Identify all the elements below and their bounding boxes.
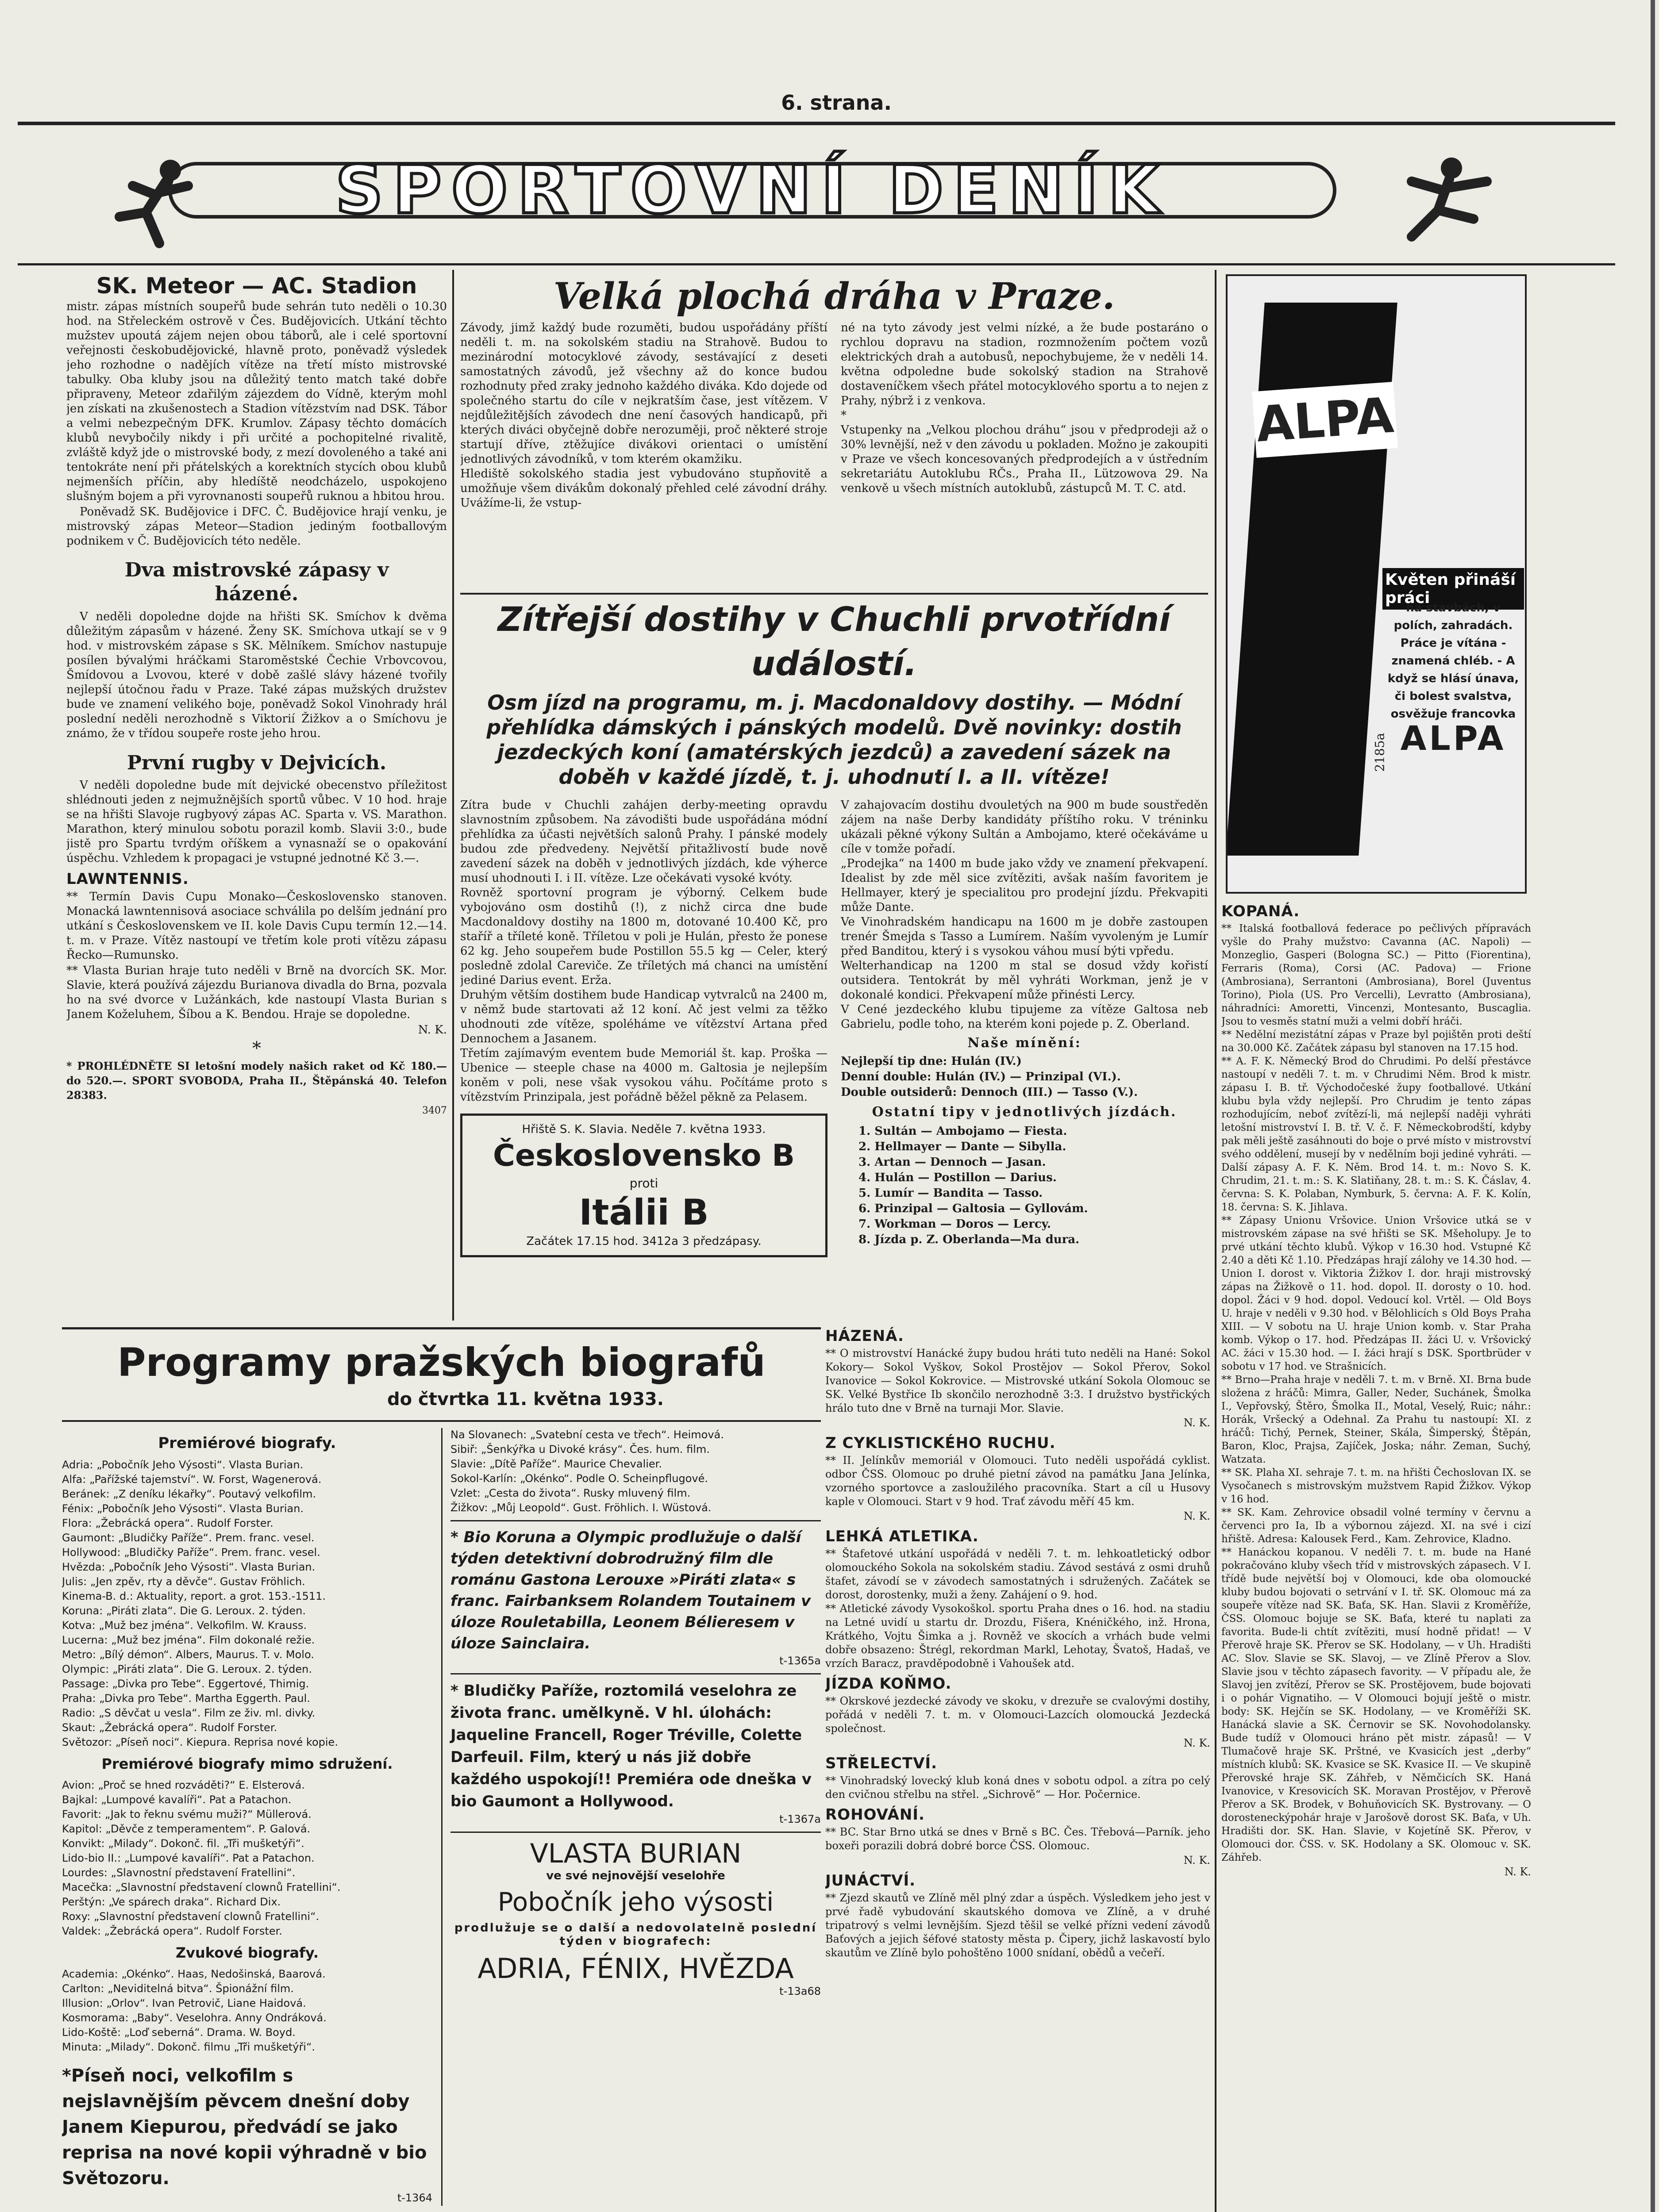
jizda-text: ** Okrskové jezdecké závody ve skoku, v drezuře se cvalovými dostihy, pořádá v neděli 7. t. m. v Olomouci-Lazcích olomoucká Jezdecká společnost. (825, 1695, 1210, 1735)
column-1 (66, 272, 447, 1327)
race-tip-2: 2. Hellmayer — Dante — Sibylla. (858, 1140, 1066, 1153)
strelectvi-text: ** Vinohradský lovecký klub koná dnes v sobotu odpol. a zítra po celý den cvičnou střelbu na střel. „Sichrově“ — Hor. Počernice. (825, 1774, 1210, 1801)
bludicky-ad: * Bludičky Paříže, roztomilá veselohra ze života franc. umělkyně. V hl. úlohách: Jaqueline Francell, Roger Tréville, Colette Darfeuil. Film, který u nás již dobře každého uspokojí!! Premiéra ode dneška v bio Gaumont a Hollywood. (450, 1682, 812, 1810)
vlasta-ad-3: Pobočník jeho výsosti (497, 1887, 774, 1917)
zvuk-5: Minuta: „Milady“. Dokonč. filmu „Tři mušketýři“. (62, 2041, 316, 2053)
meteor-title: SK. Meteor — AC. Stadion (96, 273, 417, 299)
right-5: Žižkov: „Můj Leopold“. Gust. Fröhlich. I. Wüstová. (450, 1502, 712, 1514)
chuchle-title: Zítřejší dostihy v Chuchli prvotřídní událostí. (497, 599, 1171, 683)
mimo-7: Macečka: „Slavnostní představení clownů Fratellini“. (62, 1881, 341, 1893)
tip-3: Double outsiderů: Dennoch (III.) — Tasso (V.). (841, 1086, 1138, 1099)
alpa-ad (1226, 274, 1527, 894)
race-tip-4: 4. Hulán — Postillon — Darius. (858, 1171, 1057, 1184)
chuchle-subtitle: Osm jízd na programu, m. j. Macdonaldovy dostihy. — Módní přehlídka dámských i pánských modelů. Dvě novinky: dostih jezdeckých koní (amatérských jezdců) a zavedení sázek na doběh v každé jízdě, t. j. uhodnutí I. a II. vítěze! (486, 691, 1182, 789)
prem-2: Beránek: „Z deníku lékařky“. Poutavý velkofilm. (62, 1488, 316, 1500)
cyklo-text: ** II. Jelínkův memoriál v Olomouci. Tuto neděli uspořádá cyklist. odbor ČSS. Olomouc po druhé pietní závod na památku Jana Jelínka, vzorného sportovce a zasloužilého pracovníka. Start a cíl u Husovy kaple v Olomouci. Start v 9 hod. Trať závodu měří 45 km. (825, 1454, 1210, 1508)
alpa-code: 2185a (1372, 733, 1387, 772)
right-3: Sokol-Karlín: „Okénko“. Podle O. Scheinpflugové. (450, 1472, 708, 1485)
prem-11: Kotva: „Muž bez jména“. Velkofilm. W. Krauss. (62, 1619, 307, 1632)
dva-title: Dva mistrovské zápasy v házené. (124, 559, 389, 605)
tips-title: Naše mínění: (967, 1035, 1082, 1051)
mimo-6: Lourdes: „Slavnostní představení Fratellini“. (62, 1866, 296, 1879)
mimo-4: Konvikt: „Milady“. Dokonč. fil. „Tři mušketýři“. (62, 1837, 304, 1850)
prem-19: Světozor: „Píseň noci“. Kiepura. Reprisa nové kopie. (62, 1736, 338, 1748)
cyklo-sign: N. K. (1183, 1510, 1210, 1522)
race-tip-7: 7. Workman — Doros — Lercy. (858, 1217, 1051, 1231)
slavia-ad-bottom: Začátek 17.15 hod. 3412a 3 předzápasy. (526, 1235, 762, 1248)
draha-rule (460, 593, 1208, 595)
mimo-9: Roxy: „Slavnostní představení clownů Fratellini“. (62, 1910, 319, 1923)
prem-8: Julis: „Jen zpěv, rty a děvče“. Gustav Fröhlich. (62, 1575, 305, 1588)
mimo-3: Kapitol: „Děvče z temperamentem“. P. Galová. (62, 1823, 311, 1835)
prem-5: Gaumont: „Bludičky Paříže“. Prem. franc. vesel. (62, 1532, 315, 1544)
kopana-title: KOPANÁ. (1221, 902, 1300, 920)
prem-6: Hollywood: „Bludičky Paříže“. Prem. franc. vesel. (62, 1546, 320, 1559)
hazena-sign: N. K. (1183, 1417, 1210, 1429)
right-edge-rule (1651, 0, 1655, 2212)
draha-col2: né na tyto závody jest velmi nízké, a že bude postaráno o rychlou dopravu na stadion, rozmnožením počtem vozů elektrických drah a autobusů, nepochybujeme, že v neděli 14. května odpoledne bude sokolský stadion na Strahově dostaveníčkem všech přátel motocyklového sportu a to nejen z Prahy, nýbrž i z venkova. * Vstupenky na „Velkou plochou dráhu“ jsou v předprodeji až o 30% levnější, než v den závodu u pokladen. Možno je zakoupiti v Praze ve všech koncesovaných předprodejích a v ústředním sekretariátu Autoklubu RČs., Praha II., Lützowova 29. Na venkově u všech místních autoklubů, zástupců M. T. C. atd. (841, 321, 1208, 495)
tip-2: Denní double: Hulán (IV.) — Prinzipal (VI.). (841, 1070, 1121, 1083)
runner-left-icon (93, 150, 204, 257)
biografy-right-col (441, 1428, 821, 2206)
prem-10: Koruna: „Piráti zlata“. Die G. Leroux. 2. týden. (62, 1605, 306, 1617)
chuchle-article (460, 597, 1208, 1323)
star-divider: * (252, 1038, 261, 1059)
vlasta-ad-5: ADRIA, FÉNIX, HVĚZDA (477, 1952, 794, 1985)
slavia-ad-line1: Československo B (493, 1138, 795, 1173)
prem-17: Radio: „S děvčat u vesla“. Film ze živ. ml. divky. (62, 1707, 316, 1719)
zvuk-3: Kosmorama: „Baby“. Veselohra. Anny Ondráková. (62, 2012, 327, 2024)
zvuk-1: Carlton: „Neviditelná bitva“. Špionážní film. (62, 1982, 294, 1995)
dva-text: V neděli dopoledne dojde na hřišti SK. Smíchov k dvěma důležitým zápasům v házené. Ženy SK. Smíchova utkají se v 9 hod. v mistrovském zápase s SK. Mělníkem. Smíchov nastupuje posílen bývalými hráčkami Staroměstské Čechie Vrbovcovou, Šmídovou a Lvovou, které v době zašlé slávy házené tvořily nejlepší útočnou řadu v Praze. Také zápas mužských družstev bude ve znamení velikého boje, poněvadž Sokol Vinohrady hrál poslední neděli nerozhodně s Viktorií Žižkov a o Smíchovu je známo, že v třídou soupeře roste jeho hrou. (66, 610, 447, 740)
mimo-1: Bajkal: „Lumpové kavalíři“. Pat a Patachon. (62, 1793, 292, 1806)
masthead-rule (18, 263, 1615, 265)
draha-article (460, 272, 1208, 591)
slavia-ad-line2: Itálii B (579, 1192, 709, 1233)
prohl-num: 3407 (422, 1105, 447, 1116)
vlasta-ad-1: VLASTA BURIAN (530, 1838, 742, 1869)
rohovani-text: ** BC. Star Brno utká se dnes v Brně s BC. Čes. Třebová—Parník. jeho boxeři porazili dobrá dobré borce ČSS. Olomouc. (825, 1826, 1210, 1852)
biografy-section (62, 1332, 821, 2212)
kopana-text: ** Italská footballová federace po pečlivých přípravách vyšle do Prahy mužstvo: Cavanna (AC. Napoli) — Monzeglio, Gasperi (Bologna SC.) — Pitto (Fiorentina), Ferraris (Roma), Corsi (AC. Padova) — Frione (Ambrosiana), Serrantoni (Ambrosiana), Borel (Juventus Torino), Piola (US. Pro Vercelli), Levratto (Ambrosiana), náhradníci: Amoretti, Vincenzi, Montesanto, Buscaglia. Jsou to vesměs statní muži a velmi dobří hráči. ** Nedělní mezistátní zápas v Praze byl pojištěn proti deští na 30.000 Kč. Začátek zápasu byl stanoven na 17.15 hod. ** A. F. K. Německý Brod do Chrudimi. Po delší přestávce nastoupí v neděli 7. t. m. v Chrudimi Něm. Brod k mistr. zápasu I. B. tř. Východočeské župy footballové. Utkání klubu byla vždy nejlepší. Pro Chrudim je tento zápas rozhodujícím, neboť zvítězí-li, má nejlepší naději vyhráti letošní mistrovství I. B. tř. V. č. F. Německobrodští, kdyby pak měli ještě zasáhnouti do boje o prvé místo v mistrovství svého oddělení, musejí by v nedělním boji jediné vyhráti. — Další zápasy A. F. K. Něm. Brod 14. t. m.: Novo S. K. Chrudim, 21. t. m.: S. K. Slatiňany, 28. t. m.: S. K. Čáslav, 4. června: S. K. Polaban, Nymburk, 5. června: A. F. K. Kolín, 18. června: S. K. Jihlava. ** Zápasy Unionu Vršovice. Union Vršovice utká se v mistrovském zápase na své hřišti se SK. Mšeholupy. Je to prvé utkání těchto klubů. Výkop v 16.30 hod. Vstupné Kč 2.40 a děti Kč 1.10. Předzápas hrají zálohy ve 14.30 hod. — Union I. dorost v. Viktoria Žižkov I. dor. hraji mistrovský zápas na Žižkově o 11. hod. dopol. II. dorosty o 10. hod. dopol. Žáci v 9 hod. dopol. Vedoucí kol. Vrtěl. — Old Boys U. hraje v neděli v 9.30 hod. v Bělohlicích s Old Boys Praha XIII. — V sobotu na U. hraje Union komb. v. Star Praha komb. Výkop o 17. hod. Předzápas II. žáci U. v. Vršovický AC. žáci v 15.30 hod. — I. žáci hrají s DSK. Sportbrüder v sobotu v 17 hod. ve Strašnicích. ** Brno—Praha hraje v neděli 7. t. m. v Brně. XI. Brna bude složena z hráčů: Mimra, Galler, Neder, Suchánek, Šmolka I., Vepřovský, Štěro, Šmolka II., Motal, Veselý, Ruic; náhr.: Horák, Vršecký a Odehnal. Za Prahu tu nastoupí: XI. z hráčů: Tichý, Pernek, Steiner, Skála, Šimperský, Štěpán, Baron, Kloc, Prajsa, Zajíček, Joska; náhr. Zeman, Suchý, Watzata. ** SK. Plaha XI. sehraje 7. t. m. na hřišti Čechoslovan IX. se Vysočanech s mistrovským mužstvem Rapid Žižkov. Výkop v 16 hod. ** SK. Kam. Zehrovice obsadil volné termíny v červnu a červenci pro Ia, Ib a výbornou zájezd. XI. na své i cizí hřiště. Adresa: Kalousek Ferd., Kam. Zehrovice, Kladno. ** Hanáckou kopanou. V neděli 7. t. m. bude na Hané pokračováno kluby všech tříd v mistrovských zápasech. V I. třídě bude největší boj v Olomouci, kde oba olomoucké kluby budou bojovati o setrvání v I. tř. SK. Olomouc má za soupeře vítěze nad SK. Baťa, SK. Han. Slavii z Kroměříže, ČSS. Olomouc bojuje se SK. Baťa, které tu naplati za favorita. Bude-li chtít zvítěziti, musí hodně přidat! — V Přerově hraje SK. Přerov se SK. Hodolany, — v Uh. Hradišti AC. Slov. Slavie se SK. Slavoj, — ve Zlíně Přerov a Slov. Slavie jsou v těchto zápasech favority. — V případu ale, že Slavoj jen zvítězí, Přerov se SK. Prostějovem, bude bojovati i o pohár Vignatiho. — V Olomouci bojují ještě o mistr. body: SK. Hejčín se SK. Hodolany, — ve Kroměříži SK. Hanácká slavie a SK. Černovir se SK. Novohodolansky. Bude tudíž v Olomouci hráno pět mistr. zápasů! — V Tlumačově hraje SK. Prštné, ve Kvasicích jest „derby“ místních klubů: SK. Kvasice se SK. Kvasice II. — Ve skupině Přerovské hraje SK. Záhřeb, v Němčicích SK. Haná Ivanovice, v Kresovicích SK. Moravan Prostějov, v Přerově Přerov a SK. Brodek, v Bohuňovicích SK. Bystrovany. — O dorosteneckýpohár hraje v Jarošově dorost SK. Baťa, v Uh. Hradišti dor. SK. Han. Slavie, v Kojetíně SK. Přerov, v Olomouci dor. ČSS. v. SK. Hodolany a SK. Olomouc v. SK. Záhřeb. (1221, 923, 1531, 1863)
rohovani-title: ROHOVÁNÍ. (825, 1806, 925, 1824)
bludicky-code: t-1367a (779, 1813, 821, 1825)
prem-0: Adria: „Pobočník Jeho Výsosti“. Vlasta Burian. (62, 1459, 304, 1471)
race-tip-1: 1. Sultán — Ambojamo — Fiesta. (858, 1125, 1067, 1138)
pisen-code: t-1364 (397, 2192, 432, 2204)
masthead-title: SPORTOVNÍ DENÍK (335, 152, 1170, 229)
strelectvi-title: STŘELECTVÍ. (825, 1755, 938, 1772)
race-tip-6: 6. Prinzipal — Galtosia — Gyllovám. (858, 1202, 1088, 1215)
prem-9: Kinema-B. d.: Aktuality, report. a grot. 153.-1511. (62, 1590, 326, 1602)
prohl-text: * PROHLÉDNĚTE SI letošní modely našich raket od Kč 180.— do 520.—. SPORT SVOBODA, Praha II., Štěpánská 40. Telefon 28383. (66, 1060, 447, 1102)
mimo-5: Lido-bio II.: „Lumpové kavalíři“. Pat a Patachon. (62, 1852, 315, 1864)
zvuk-title: Zvukové biografy. (175, 1944, 319, 1961)
draha-title: Velká plochá dráha v Praze. (553, 275, 1115, 318)
race-tip-8: 8. Jízda p. Z. Oberlanda—Ma dura. (858, 1233, 1080, 1246)
alpa-brand: ALPA (1252, 382, 1398, 458)
mimo-8: Perštýn: „Ve spárech draka“. Richard Dix. (62, 1896, 281, 1908)
lawn-p2: ** Vlasta Burian hraje tuto neděli v Brně na dvorcích SK. Mor. Slavie, která používá zájezdu Burianova divadla do Brna, pozvala ho na své dvorce v Lužánkách, kde nastoupí Vlasta Burian s Janem Koželuhem, Šíbou a K. Bendou. Hraje se dopoledne. (66, 964, 447, 1021)
prem-16: Praha: „Divka pro Tebe“. Martha Eggerth. Paul. (62, 1692, 310, 1705)
mimo-title: Premiérové biografy mimo sdružení. (101, 1755, 393, 1772)
runner-right-icon (1385, 150, 1509, 257)
jizda-title: JÍZDA KOŇMO. (825, 1675, 952, 1693)
right-0: Na Slovanech: „Svatební cesta ve třech“. Heimová. (450, 1429, 724, 1441)
slavia-ad-top: Hřiště S. K. Slavia. Neděle 7. května 1933. (522, 1123, 766, 1136)
tip-1: Nejlepší tip dne: Hulán (IV.) (841, 1055, 1022, 1068)
right-4: Vzlet: „Cesta do života“. Rusky mluvený film. (450, 1487, 691, 1499)
zvuk-0: Academia: „Okénko“. Haas, Nedošinská, Baarová. (62, 1968, 326, 1980)
lawn-title: LAWNTENNIS. (66, 870, 189, 888)
hazena-text: ** O mistrovství Hanácké župy budou hráti tuto neděli na Hané: Sokol Kokory— Sokol Vyškov, Sokol Prostějov — Sokol Přerov, Sokol Ivanovice — Sokol Kokrovice. — Mistrovské utkání Sokola Olomouc se SK. Velké Bystřice Ib skončilo nerozhodně 3:3. I družstvo bystřických hrálo tuto dne v Brně na turnaji Mor. Slavie. (825, 1347, 1210, 1414)
race-tip-3: 3. Artan — Dennoch — Jasan. (858, 1156, 1046, 1169)
other-tips-title: Ostatní tipy v jednotlivých jízdách. (872, 1104, 1177, 1120)
vlasta-ad-2: ve své nejnovější veselohře (546, 1869, 725, 1882)
meteor-para-1: mistr. zápas místních soupeřů bude sehrán tuto neděli o 10.30 hod. na Střeleckém ostrově v Čes. Budějovicích. Utkání těchto mužstev upoutá zájem nejen obou táborů, ale i celé sportovní veřejnosti českobudějovické, hlavně proto, poněvadž výsledek jeho rozhodne o nadějích vítěze na třetí místo mistrovské tabulky. Oba kluby jsou na důležitý tento match také dobře připraveny, Meteor zdařilým zájezdem do Vídně, kterým mohl jen získati na zkušenostech a Stadion vítězstvím nad DSK. Tábor a velmi nebezpečným DFK. Krumlov. Zápasy těchto domácích klubů nevybočily nikdy i při určité a pochopitelné rivalitě, zvláště když jde o mistrovské body, z mezí dovoleného a také ani tentokráte není při přátelských a korektních stycích obou klubů nejmenších příčin, aby hledíště neodcházelo, uspokojeno slušným bojem a při vyrovnanosti soupeřů ruknou a hbitou hrou. (66, 300, 447, 503)
rohovani-sign: N. K. (1183, 1854, 1210, 1866)
bio-koruna-code: t-1365a (779, 1655, 821, 1667)
prem-14: Olympic: „Piráti zlata“. Die G. Leroux. 2. týden. (62, 1663, 312, 1675)
biografy-left-col (62, 1428, 432, 2206)
prem-13: Metro: „Bílý démon“. Albers, Maurus. T. v. Molo. (62, 1648, 314, 1661)
draha-col1: Závody, jimž každý bude rozuměti, budou uspořádány příští neděli t. m. na sokolském stadiu na Strahově. Budou to mezinárodní motocyklové závody, sestávající z deseti samostatných závodů, jež všechny až do konce budou rozhodnuty před zraky jednoho každého diváka. Kdo dojede od společného startu do cíle v nejkratším čase, jest vítězem. V nejdůležitějších závodech dne není časových handicapů, při kterých diváci obyčejně dobře nerozuměji, proč některé stroje startují dříve, ztěžujíce divákovi orientaci o umístění jednotlivých závodníků, v tom kterém okamžiku. Hlediště sokolského stadia jest vybudováno stupňovitě a umožňuje všem divákům dokonalý přehled celé závodní dráhy. Uvážíme-li, že vstup- (460, 321, 828, 510)
vlasta-ad-4: prodlužuje se o další a nedovolatelně poslední týden v biografech: (454, 1921, 817, 1948)
meteor-para-2: Poněvadž SK. Budějovice i DFC. Č. Budějovice hrají venku, je mistrovský zápas Meteor—Stadion jediným footballovým podnikem v Č. Budějovicích této neděle. (66, 505, 447, 548)
prem-4: Flora: „Žebrácká opera“. Rudolf Forster. (62, 1517, 273, 1529)
mimo-10: Valdek: „Žebrácká opera“. Rudolf Forster. (62, 1925, 282, 1937)
biografy-top-rule (62, 1327, 821, 1329)
chuchle-col2: V zahajovacím dostihu dvouletých na 900 m bude soustředěn zájem na naše Derby kandidáty příštího roku. V tréninku ukázali pěkné výkony Sultán a Ambojamo, které očekáváme u cíle v tomže pořadí. „Prodejka“ na 1400 m bude jako vždy ve znamení překvapení. Idealist by zde měl sice zvítěziti, avšak naším favoritem je Hellmayer, který je specialitou pro prodejní jízdu. Překvapiti může Dante. Ve Vinohradském handicapu na 1600 m je dobře zastoupen trenér Šmejda s Tasso a Lumírem. Naším vyvoleným je Lumír před Banditou, který i s vysokou váhou musí býti vpředu. Welterhandicap na 1200 m stal se dosud vždy kořistí outsidera. Tentokrát by měl vyhráti Workman, jenž je v dokonalé kondici. Překvapení může přinésti Lercy. V Cené jezdeckého klubu tipujeme za vítěze Galtosa neb Gabrielu, podle toho, na kterém koni pojede p. Z. Oberland. (841, 799, 1208, 1031)
prem-3: Fénix: „Pobočník Jeho Výsosti“. Vlasta Burian. (62, 1502, 304, 1515)
alpa-copy: na stavbách, v polích, zahradách. Práce je vítána - znamená chléb. - A když se hlásí únava, či bolest svalstva, osvěžuje francovka (1387, 601, 1519, 721)
top-rule (18, 122, 1615, 125)
col-divider-mid (1215, 270, 1216, 2212)
biografy-title: Programy pražských biografů (117, 1340, 766, 1385)
zvuk-4: Lido-Koště: „Loď seberná“. Drama. W. Boyd. (62, 2026, 296, 2039)
pisen-ad: *Píseň noci, velkofilm s nejslavnějším pěvcem dnešní doby Janem Kiepurou, předvádí se jako reprisa na nové kopii výhradně v bio Světozoru. (62, 2066, 427, 2189)
prem-18: Skaut: „Žebrácká opera“. Rudolf Forster. (62, 1721, 277, 1734)
lehka-text: ** Štafetové utkání uspořádá v neděli 7. t. m. lehkoatletický odbor olomouckého Sokola na sokolském stadiu. Závod sestává z osmi druhů štafet, závodí se v závodech samostatných i sdružených. Začátek se dorost, dorostenky, muži a ženy. Zahájení o 9. hod. ** Atletické závody Vysokoškol. sportu Praha dnes o 16. hod. na stadiu na Letné uvidí u startu dr. Drozdu, Fišera, Knéničkého, inž. Hrona, Krátkého, Vojtu Šimka a j. Rovněž ve skocích a vrhách bude velmi dobře obsazeno: Štrégl, rekordman Markl, Lehotay, Švatoš, Hadaš, ve vrzích Baracz, pravděpodobně i Vahoušek atd. (825, 1548, 1210, 1670)
right-1: Sibiř: „Šenkýřka u Divoké krásy“. Čes. hum. film. (450, 1443, 710, 1455)
prem-title: Premiérové biografy. (158, 1434, 336, 1452)
prem-1: Alfa: „Pařížské tajemství“. W. Forst, Wagenerová. (62, 1473, 322, 1486)
col-divider-1 (452, 270, 454, 1321)
mimo-2: Favorit: „Jak to řeknu svému muži?“ Müllerová. (62, 1808, 312, 1820)
junactvi-text: ** Zjezd skautů ve Zlíně měl plný zdar a úspěch. Výsledkem jeho jest v prvé řadě vybudování skautského domova ve Zlíně, a v druhé tripatrový s velmi levnějším. Sjezd těšil se velké přízni vedení závodů Baťových a jejich šéfové statosty města p. Čipery, jichž laskavostí bylo skautům ve Zlíně bylo pohoštěno 1000 snídaní, obědů a večeří. (825, 1892, 1210, 1959)
zvuk-2: Illusion: „Orlov“. Ivan Petrovič, Liane Haidová. (62, 1997, 306, 2009)
rugby-text: V neděli dopoledne bude mít dejvické obecenstvo příležitost shlédnouti jeden z nejmužnějších sportů vůbec. V 10 hod. hraje se na hřišti Slavoje rugbyový zápas AC. Sparta v. VS. Marathon. Marathon, který minulou sobotu porazil komb. Slavii 3:0., bude jistě pro Spartu tvrdým oříškem a vynasnaží se o opakování úspěchu. Vzhledem k propagaci je vstupné jednotné Kč 3.—. (66, 779, 447, 865)
rugby-title: První rugby v Dejvicích. (127, 752, 387, 774)
prem-7: Hvězda: „Pobočník Jeho Výsosti“. Vlasta Burian. (62, 1561, 316, 1573)
masthead (168, 146, 1336, 234)
chuchle-col1: Zítra bude v Chuchli zahájen derby-meeting opravdu slavnostním způsobem. Na závodišti bude uspořádána módní přehlídka za účasti největších salonů Prahy. I pánské modely budou zde předvedeny. Největší přitažlivostí bude nově zavedení sázek na doběh v jednotlivých jízdách, kde výherce musí uhodnouti I. i II. vítěze. Lze očekávati vysoké kvóty. Rovněž sportovní program je výborný. Celkem bude vybojováno osm dostihů (!), z nichž circa dne bude Macdonaldovy dostihy na 1800 m, dotované 10.400 Kč, pro staříř a tříleté koně. Tříletou v poli je Hulán, přesto že ponese 62 kg. Jeho soupeřem bude Postillon 55.5 kg — Celer, který posledně zdolal Careviče. Ze tříletých má chanci na umístění jediné Darius event. Erža. Druhým větším dostihem bude Handicap vytvralců na 2400 m, v němž bude startovati až 12 koní. Ač jest velmi za těžko uhodnouti zde vítěze, spoléháme ve vítězství Artana před Dennochem a Jasanem. Třetím zajímavým eventem bude Memoriál št. kap. Proška — Ubenice — steeple chase na 4000 m. Galtosia je nejlepším koněm v poli, nese však vysokou váhu. Počítáme proto s vítězstvím Prinzipala, jest pořádně běžel pěkně za Pelasem. (460, 799, 828, 1104)
mimo-0: Avion: „Proč se hned rozváděti?“ E. Elsterová. (62, 1779, 305, 1791)
alpa-headline: Květen přináší práci (1382, 568, 1524, 610)
lawn-p1: ** Termín Davis Cupu Monako—Československo stanoven. Monacká lawntennisová asociace schválila po delším jednání pro utkání s Československem ve II. kole Davis Cupu termín 12.—14. t. m. v Praze. Vítěz nastoupí ve třetím kole proti vítězu zápasu Řecko—Rumunsko. (66, 890, 447, 962)
jizda-sign: N. K. (1183, 1737, 1210, 1749)
lawn-sign: N. K. (418, 1023, 447, 1037)
vlasta-code: t-13a68 (779, 1985, 821, 1997)
bio-koruna-ad: * Bio Koruna a Olympic prodlužuje o další týden detektivní dobrodružný film dle románu Gastona Lerouxe »Piráti zlata« s franc. Fairbanksem Rolandem Toutainem v úloze Rouletabilla, Leonem Bélieresem v úloze Sainclaira. (450, 1528, 811, 1652)
cyklo-title: Z CYKLISTICKÉHO RUCHU. (825, 1434, 1056, 1452)
prem-12: Lucerna: „Muž bez jména“. Film dokonalé režie. (62, 1634, 315, 1646)
page-number: 6. strana. (781, 91, 892, 115)
middle-sports-column (825, 1323, 1210, 2212)
biografy-date: do čtvrtka 11. května 1933. (387, 1389, 664, 1409)
right-2: Slavie: „Dítě Paříže“. Maurice Chevalier. (450, 1458, 662, 1470)
race-tip-5: 5. Lumír — Bandita — Tasso. (858, 1187, 1043, 1200)
kopana-sign: N. K. (1504, 1866, 1531, 1878)
alpa-brand-2: ALPA (1400, 718, 1506, 758)
junactvi-title: JUNÁCTVÍ. (825, 1872, 916, 1889)
kopana-column (1221, 898, 1531, 2212)
prem-15: Passage: „Divka pro Tebe“. Eggertové, Thimig. (62, 1678, 309, 1690)
lehka-title: LEHKÁ ATLETIKA. (825, 1528, 979, 1545)
slavia-ad-proti: proti (629, 1176, 658, 1190)
hazena-title: HÁZENÁ. (825, 1327, 904, 1345)
slavia-ad (460, 1114, 828, 1257)
